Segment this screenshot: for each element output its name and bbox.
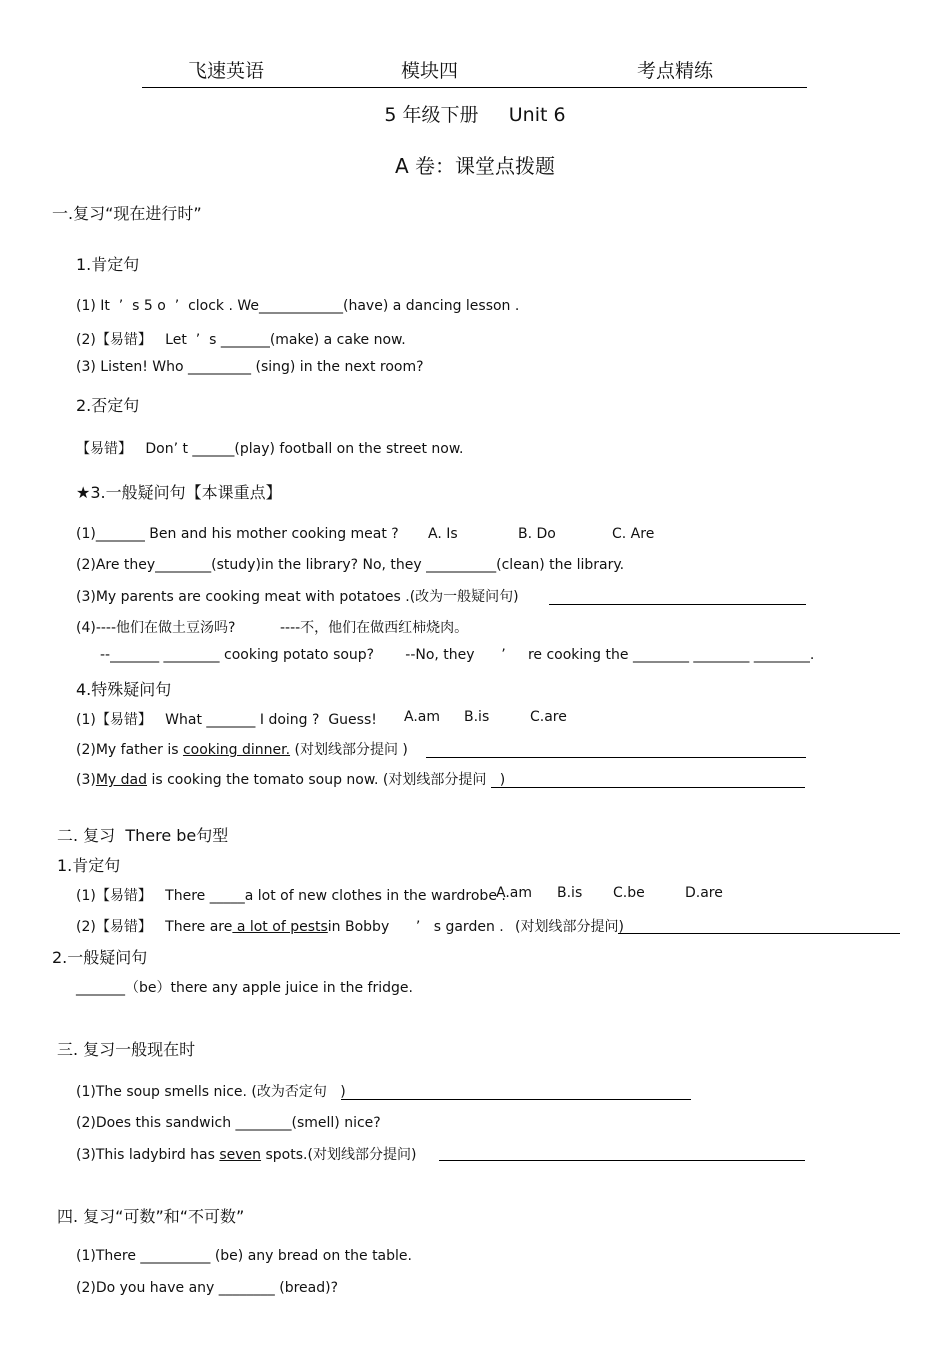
s3-q1-answer-line[interactable] (341, 1099, 691, 1100)
s3-q3-text: (3)This ladybird has (76, 1147, 220, 1163)
s1-p4-q3-underlined: My dad (95, 772, 148, 788)
s2-p1-q2-note: (对划线部分提问) (515, 919, 624, 935)
s1-p4-q1-option-b: B.is (464, 709, 490, 725)
s2-p1-q2-underlined: a lot of pests (232, 919, 328, 935)
s1-p3-q1-option-c: C. Are (612, 526, 655, 542)
s2-p1-q1-option-c: C.be (613, 885, 645, 901)
s1-p4-q2 (76, 739, 408, 759)
header-left: 飞速英语 (188, 60, 265, 82)
s2-p1-q1-option-b: B.is (557, 885, 583, 901)
s2-p1-q2-rest: in Bobby ’ s garden . (327, 919, 504, 935)
s3-q3-answer-line[interactable] (439, 1160, 805, 1161)
s2-part2-heading: 2.一般疑问句 (52, 948, 148, 967)
page-title: 5 年级下册 Unit 6 (384, 104, 566, 126)
section1-heading: 一.复习“现在进行时” (52, 204, 202, 223)
s4-q1: (1)There __________ (be) any bread on the table. (76, 1248, 412, 1264)
header-rule (142, 87, 807, 88)
s1-p4-q1: (1)【易错】 What _______ I doing ? Guess! (76, 712, 377, 728)
s2-p2-q1: _______（be）there any apple juice in the fridge. (76, 980, 413, 996)
s3-q2: (2)Does this sandwich ________(smell) nice? (76, 1115, 381, 1131)
s1-p4-q2-underlined: cooking dinner. (182, 742, 291, 758)
s1-p4-q3-text: (3) (76, 772, 96, 788)
s1-part1-heading: 1.肯定句 (76, 255, 140, 274)
s1-p4-q2-text: (2)My father is (76, 742, 183, 758)
s1-p4-q3 (76, 769, 505, 789)
s1-p1-q3: (3) Listen! Who _________ (sing) in the next room? (76, 359, 424, 375)
s1-p3-q4a: (4)----他们在做土豆汤吗? ----不，他们在做西红柿烧肉。 (76, 620, 469, 636)
s1-p4-q2-note: (对划线部分提问 ) (290, 742, 408, 758)
s1-p3-q2: (2)Are they________(study)in the library? No, they __________(clean) the library. (76, 557, 625, 573)
s4-q2: (2)Do you have any ________ (bread)? (76, 1280, 339, 1296)
section4-heading: 四. 复习“可数”和“不可数” (57, 1207, 245, 1226)
s1-p1-q2: (2)【易错】 Let ’ s _______(make) a cake now. (76, 332, 406, 348)
s1-p4-q3-note: is cooking the tomato soup now. (对划线部分提问 ) (147, 772, 506, 788)
section2-heading: 二. 复习 There be句型 (57, 826, 229, 845)
s1-p4-q3-answer-line[interactable] (491, 787, 805, 788)
section3-heading: 三. 复习一般现在时 (57, 1040, 196, 1059)
s2-p1-q1: (1)【易错】 There _____a lot of new clothes in the wardrobe . (76, 888, 506, 904)
s3-q3 (76, 1144, 416, 1164)
s1-p4-q1-option-a: A.am (404, 709, 440, 725)
s1-p4-q1-option-c: C.are (530, 709, 567, 725)
s1-p3-q3: (3)My parents are cooking meat with potatoes .(改为一般疑问句) (76, 589, 519, 605)
s1-p3-q1-option-b: B. Do (518, 526, 556, 542)
s1-p4-q2-answer-line[interactable] (426, 757, 806, 758)
s3-q1: (1)The soup smells nice. (改为否定句 ) (76, 1084, 346, 1100)
s1-p1-q1: (1) It ’ s 5 o ’ clock . We____________(have) a dancing lesson . (76, 298, 520, 314)
s1-p3-q4b: --_______ ________ cooking potato soup? --No, they ’ re cooking the ________ ________ ________. (100, 647, 815, 663)
s2-part1-heading: 1.肯定句 (57, 856, 121, 875)
s2-p1-q1-option-a: A.am (496, 885, 532, 901)
s1-part4-heading: 4.特殊疑问句 (76, 680, 172, 699)
s1-p2-q1: 【易错】 Don’ t ______(play) football on the street now. (76, 441, 464, 457)
s2-p1-q2-answer-line[interactable] (618, 933, 900, 934)
s3-q3-note: spots.(对划线部分提问) (261, 1147, 417, 1163)
s1-part2-heading: 2.否定句 (76, 396, 140, 415)
header-center: 模块四 (401, 60, 459, 82)
header-right: 考点精练 (637, 60, 714, 82)
s1-p3-q3-answer-line[interactable] (549, 604, 806, 605)
s1-p3-q1-option-a: A. Is (428, 526, 458, 542)
s1-p3-q1: (1)_______ Ben and his mother cooking meat ? (76, 526, 399, 542)
s2-p1-q1-option-d: D.are (685, 885, 723, 901)
s2-p1-q2-text: (2)【易错】 There are (76, 919, 233, 935)
s3-q3-underlined: seven (219, 1147, 262, 1163)
s2-p1-q2 (76, 916, 504, 936)
page-subtitle: A 卷：课堂点拨题 (394, 154, 556, 178)
s1-part3-heading: ★3.一般疑问句【本课重点】 (76, 483, 282, 502)
